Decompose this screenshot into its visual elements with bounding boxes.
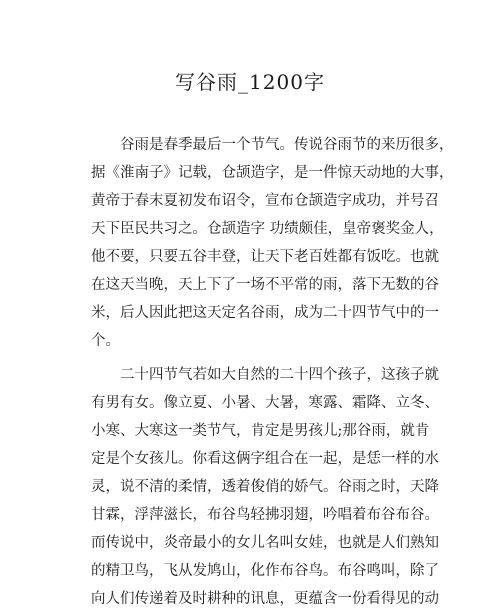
text-line: 小寒、大寒这一类节气，肯定是男孩儿;那谷雨，就肯 [91, 423, 430, 439]
text-line: 定是个女孩儿。你看这俩字组合在一起，是恁一样的水 [91, 451, 439, 467]
text-line: 甘霖，浮萍滋长，布谷鸟轻拂羽翅，吟唱着布谷布谷。 [91, 507, 439, 523]
text-line: 个。 [91, 333, 120, 349]
paragraph-1 [91, 131, 454, 355]
text-line: 谷雨是春季最后一个节气。传说谷雨节的来历很多， [91, 137, 454, 153]
article-body [91, 131, 454, 613]
article-title: 写谷雨_1200字 [175, 70, 325, 94]
text-line: 在这天当晚，天上下了一场不平常的雨，落下无数的谷 [91, 277, 439, 293]
text-line: 他不要，只要五谷丰登，让天下老百姓都有饭吃。也就 [91, 249, 439, 265]
text-line: 米，后人因此把这天定名谷雨，成为二十四节气中的一 [91, 305, 439, 321]
paragraph-2 [91, 361, 439, 613]
text-line: 有男有女。像立夏、小暑、大暑，寒露、霜降、立冬、 [91, 395, 439, 411]
text-line: 据《淮南子》记载，仓颉造字，是一件惊天动地的大事， [91, 165, 454, 181]
text-line: 天下臣民共习之。仓颉造字 功绩颇佳，皇帝褒奖金人， [91, 221, 444, 237]
text-line: 黄帝于春末夏初发布诏令，宣布仓颉造字成功，并号召 [91, 193, 439, 209]
text-line: 而传说中，炎帝最小的女儿名叫女娃，也就是人们熟知 [91, 535, 439, 551]
text-line: 的精卫鸟，飞从发鸠山，化作布谷鸟。布谷鸣叫，除了 [91, 563, 439, 579]
text-line: 二十四节气若如大自然的二十四个孩子，这孩子就 [91, 367, 439, 383]
text-line: 向人们传递着及时耕种的讯息，更蕴含一份看得见的动 [91, 591, 439, 607]
text-line: 灵，说不清的柔情，透着俊俏的娇气。谷雨之时，天降 [91, 479, 439, 495]
